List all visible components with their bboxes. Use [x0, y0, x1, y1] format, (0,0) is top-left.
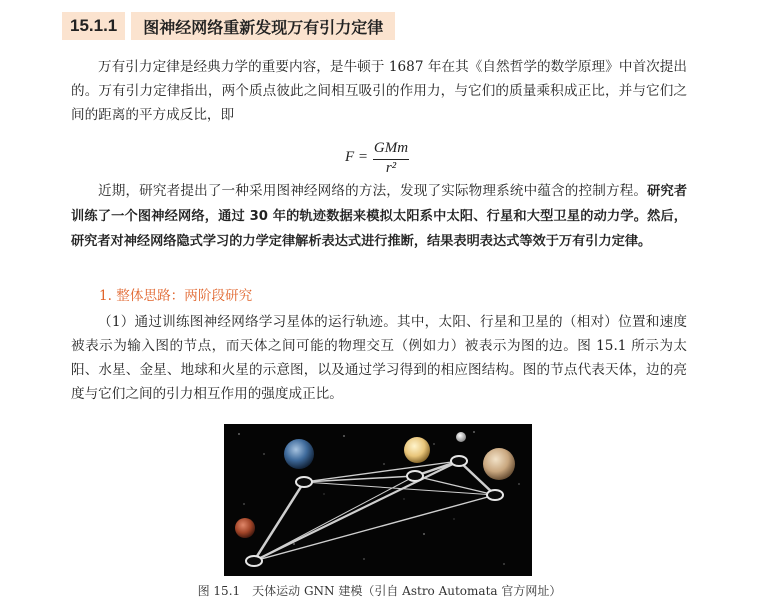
graph-node — [407, 471, 423, 481]
figure-graphic — [224, 424, 532, 576]
section-heading — [62, 12, 395, 40]
paragraph-step-one: （1）通过训练图神经网络学习星体的运行轨迹。其中，太阳、行星和卫星的（相对）位置和速度被表示为输入图的节点，而天体之间可能的物理交互（例如力）被表示为图的边。图 15.1 所示为太阳、水星、金星、地球和火星的示意图，以及通过学习得到的相应图结构。图的节点代表天体，边的亮度与它们之间的引力相互作用的强度成正比。 — [71, 314, 687, 402]
mars-planet — [235, 518, 255, 538]
section-number: 15.1.1 — [62, 12, 125, 40]
figure-gnn-solar-system — [224, 424, 532, 576]
formula-numerator: GMm — [373, 140, 409, 156]
large-planet — [483, 448, 515, 480]
venus-planet — [404, 437, 430, 463]
graph-node — [487, 490, 503, 500]
formula-lhs: F = — [345, 149, 369, 165]
earth-planet — [284, 439, 314, 469]
subheading-approach: 1. 整体思路：两阶段研究 — [99, 288, 253, 304]
paragraph-gravity-law: 万有引力定律是经典力学的重要内容，是牛顿于 1687 年在其《自然哲学的数学原理》中首次提出的。万有引力定律指出，两个质点彼此之间相互吸引的作用力，与它们的质量乘积成正比，并与它们之间的距离的平方成反比，即 — [71, 59, 687, 123]
research-bold-text: 研究者训练了一个图神经网络，通过 30 年的轨迹数据来模拟太阳系中太阳、行星和大型卫星的动力学。然后，研究者对神经网络隐式学习的力学定律解析表达式进行推断，结果表明表达式等效于万有引力定律。 — [71, 184, 688, 249]
graph-edges — [254, 461, 495, 561]
graph-edge — [304, 476, 415, 482]
graph-node — [246, 556, 262, 566]
formula-denominator: r² — [385, 160, 397, 176]
star-field — [238, 431, 519, 564]
figure-caption: 图 15.1 天体运动 GNN 建模（引自 Astro Automata 官方网址） — [197, 584, 562, 598]
graph-node — [296, 477, 312, 487]
research-intro-text: 近期，研究者提出了一种采用图神经网络的方法，发现了实际物理系统中蕴含的控制方程。 — [98, 183, 648, 199]
paragraph-research — [71, 179, 687, 254]
section-title: 图神经网络重新发现万有引力定律 — [131, 12, 395, 40]
gravity-formula — [345, 140, 415, 178]
mercury-planet — [456, 432, 466, 442]
graph-node — [451, 456, 467, 466]
